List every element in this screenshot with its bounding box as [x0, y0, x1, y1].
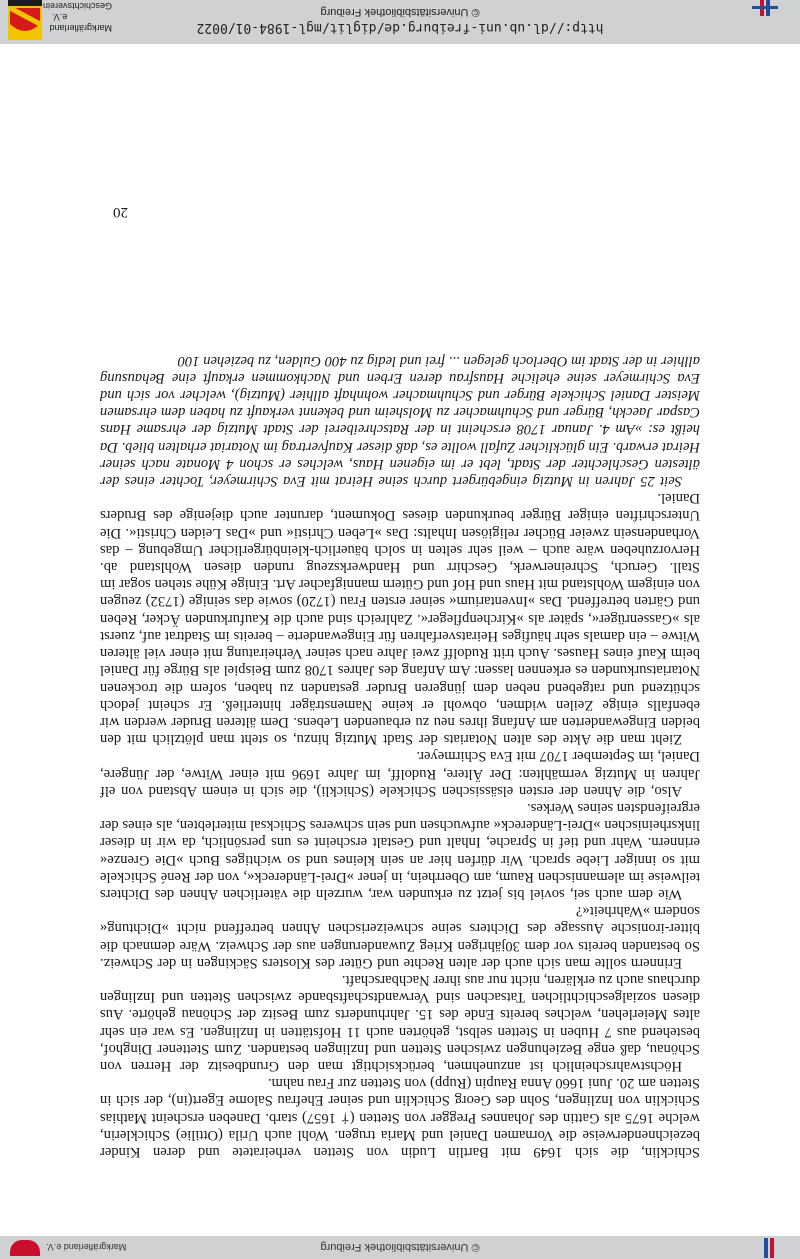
ub-freiburg-logo-bottom-icon: [760, 1238, 776, 1258]
coat-of-arms-icon: [8, 0, 42, 40]
document-url-block: [170, 6, 630, 35]
paragraph-5: Also, die Ahnen der ersten elsässischen Schickele (Schickli), die sich in einem Abstand von elf Jahren in Mutzig vermählten: Der Ältere, Rudolff, im Jahre 1696 mit einer Witwe, der Jüngere, Daniel, im September 1707 mit Eva Schirmeyer.: [100, 748, 700, 799]
paragraph-1: Schicklin, die sich 1649 mit Bartlin Ludin von Stetten verheiratete und deren Kinder bezeichnenderweise die Vornamen Daniel und Maria trugen. Wohl auch Urila (Ottilie) Schicklerin, welche 1675 als Gattin des Johannes Pregger von Stetten († 1657) starb. Daneben erscheint Mathias Schicklin von Inzlingen, Sohn des Georg Schicklin und seiner Ehefrau Salome Egert(in), der sich in Stetten am 20. Juni 1660 Anna Raupin (Rupp) von Stetten zur Frau nahm.: [100, 1075, 700, 1160]
paragraph-7: Seit 25 Jahren in Mutzig eingebürgert durch seine Heirat mit Eva Schirmeyer, Tochter eines der ältesten Geschlechter der Stadt, lebt er im eigenen Haus, welches er schon 4 Monate nach seiner Heirat erwarb. Ein glücklicher Zufall wollte es, daß dieser Kaufvertrag im Notariat erhalten blieb. Da heißt es: »Am 4. Januar 1708 erscheint in der Ratschreiberei der Stadt Mutzig der ehrsame Hans Caspar Jaeckh, Bürger und Schuhmacher zu Molsheim und bekennt verkauft zu haben dem ehrsamen Meister Daniel Schickele Bürger und Schuhmacher wohnhaft allhier (Mutzig), welcher vor sich und Eva Schirmeyer seine eheliche Hausfrau deren Erben und Nachkommen erkauft eine Behausung allhier in der Stadt im Oberloch gelegen ... frei und ledig zu 400 Gulden, zu beziehen 100: [100, 352, 700, 490]
geschichtsverein-logo: [8, 0, 42, 40]
geschichtsverein-logo-bottom-icon: [10, 1240, 40, 1256]
page-text-block: [100, 351, 700, 1160]
ub-freiburg-logo-icon: [752, 0, 778, 16]
page-number: 20: [113, 204, 128, 220]
paragraph-3: Erinnern sollte man sich auch der alten Rechte und Güter des Klosters Säckingen in der Schweiz. So bestanden bereits vor dem 30jährigen Krieg Zuwanderungen aus der Schweiz. Wäre demnach die bitter-ironische Aussage des Dichters seine schweizerischen Ahnen betreffend nicht »Dichtung« sondern »Wahrheit«?: [100, 903, 700, 971]
scanned-page: [0, 150, 800, 1230]
verein-name: Markgräflerland e.V. Geschichtsverein: [42, 1, 112, 33]
paragraph-6: Zieht man die Akte des alten Notariats der Stadt Mutzig hinzu, so steht man plötzlich mit den beiden Eingewanderten am Anfang ihres neu zu erbauenden Lebens. Dem älteren Bruder werden wir ebenfalls einige Zeilen widmen, obwohl er keine Namensträger hinterließ. Er scheint jedoch schützend und ratgebend neben dem jüngeren Bruder gestanden zu haben, sofern die trockenen Notariatsurkunden es erkennen lassen: Am Anfang des Jahres 1708 zum Beispiel als Bürge für Daniel beim Kauf eines Hauses. Auch tritt Rudolff zwei Jahre nach seiner Verheiratung mit einer viel älteren Witwe – ein damals sehr häufiges Heiratsverfahren für Eingewanderte – bereits im Stadtrat auf, zuerst als »Gassenrüger«, später als »Kirchenpfleger«. Zahlreich sind auch die Kaufurkunden Äcker, Reben und Gärten betreffend. Das »Inventarium« seiner ersten Frau (1720) sowie das seinige (1732) zeugen von einigem Wohlstand mit Haus und Hof und Gütern mannigfacher Art. Einige Kühe stehen sogar im Stall. Geruch, Schreinerwerk, Geschirr und Handwerkszeug runden diesen Wohlstand ab. Hervorzuheben wäre auch – weil sehr selten in solch bäuerlich-kleinbürgerlicher Umgebung – das Vorhandensein zweier Bücher religiösen Inhalts: Das »Leben Christi« und »Das Leiden Christi«. Die Unterschriften einiger Bürger beurkunden dieses Dokument, darunter auch diejenige des Bruders Daniel.: [100, 490, 700, 748]
document-url[interactable]: http://dl.ub.uni-freiburg.de/diglit/mgl-1984-01/0022: [196, 20, 604, 35]
verein-name-bottom: Markgräflerland e.V.: [46, 1242, 127, 1252]
copyright-notice-bottom: © Universitätsbibliothek Freiburg: [320, 1241, 480, 1253]
paragraph-4: Wie dem auch sei, soviel bis jetzt zu erkunden war, wurzeln die väterlichen Ahnen des Dichters teilweise im alemannischen Raum, am Oberrhein, in jener »Drei-Ländereck«, von der René Schickele mit so inniger Liebe sprach. Wir dürfen hier an sein kleines und so wichtiges Buch »Die Grenze« erinnern. Wahr und tief in Sprache, Inhalt und Gestalt erscheint es uns persönlich, da wir in dieser linksrheinischen »Drei-Ländereck« aufwuchsen und sein schweres Schicksal miterlebten, als eines der ergreifendsten seines Werkes.: [100, 799, 700, 902]
paragraph-2: Höchstwahrscheinlich ist anzunehmen, berücksichtigt man den Grundbesitz der Herren von Schönau, daß enge Beziehungen zwischen Stetten und Inzlingen bestanden. Zum Stettener Dinghof, bestehend aus 7 Huben in Stetten selbst, gehörten auch 11 Hofstätten in Inzlingen. Es war ein sehr altes Meierlehen, welches bereits Ende des 15. Jahrhunderts zum Besitz der Schönau gehörte. Aus diesen sozialgeschichtlichen Tatsachen sind Verwandtschaftsbande zwischen Stetten und Inzlingen durchaus auch zu erklären, nicht nur aus ihrer Nachbarschaft.: [100, 971, 700, 1074]
copyright-notice: © Universitätsbibliothek Freiburg: [320, 6, 480, 18]
